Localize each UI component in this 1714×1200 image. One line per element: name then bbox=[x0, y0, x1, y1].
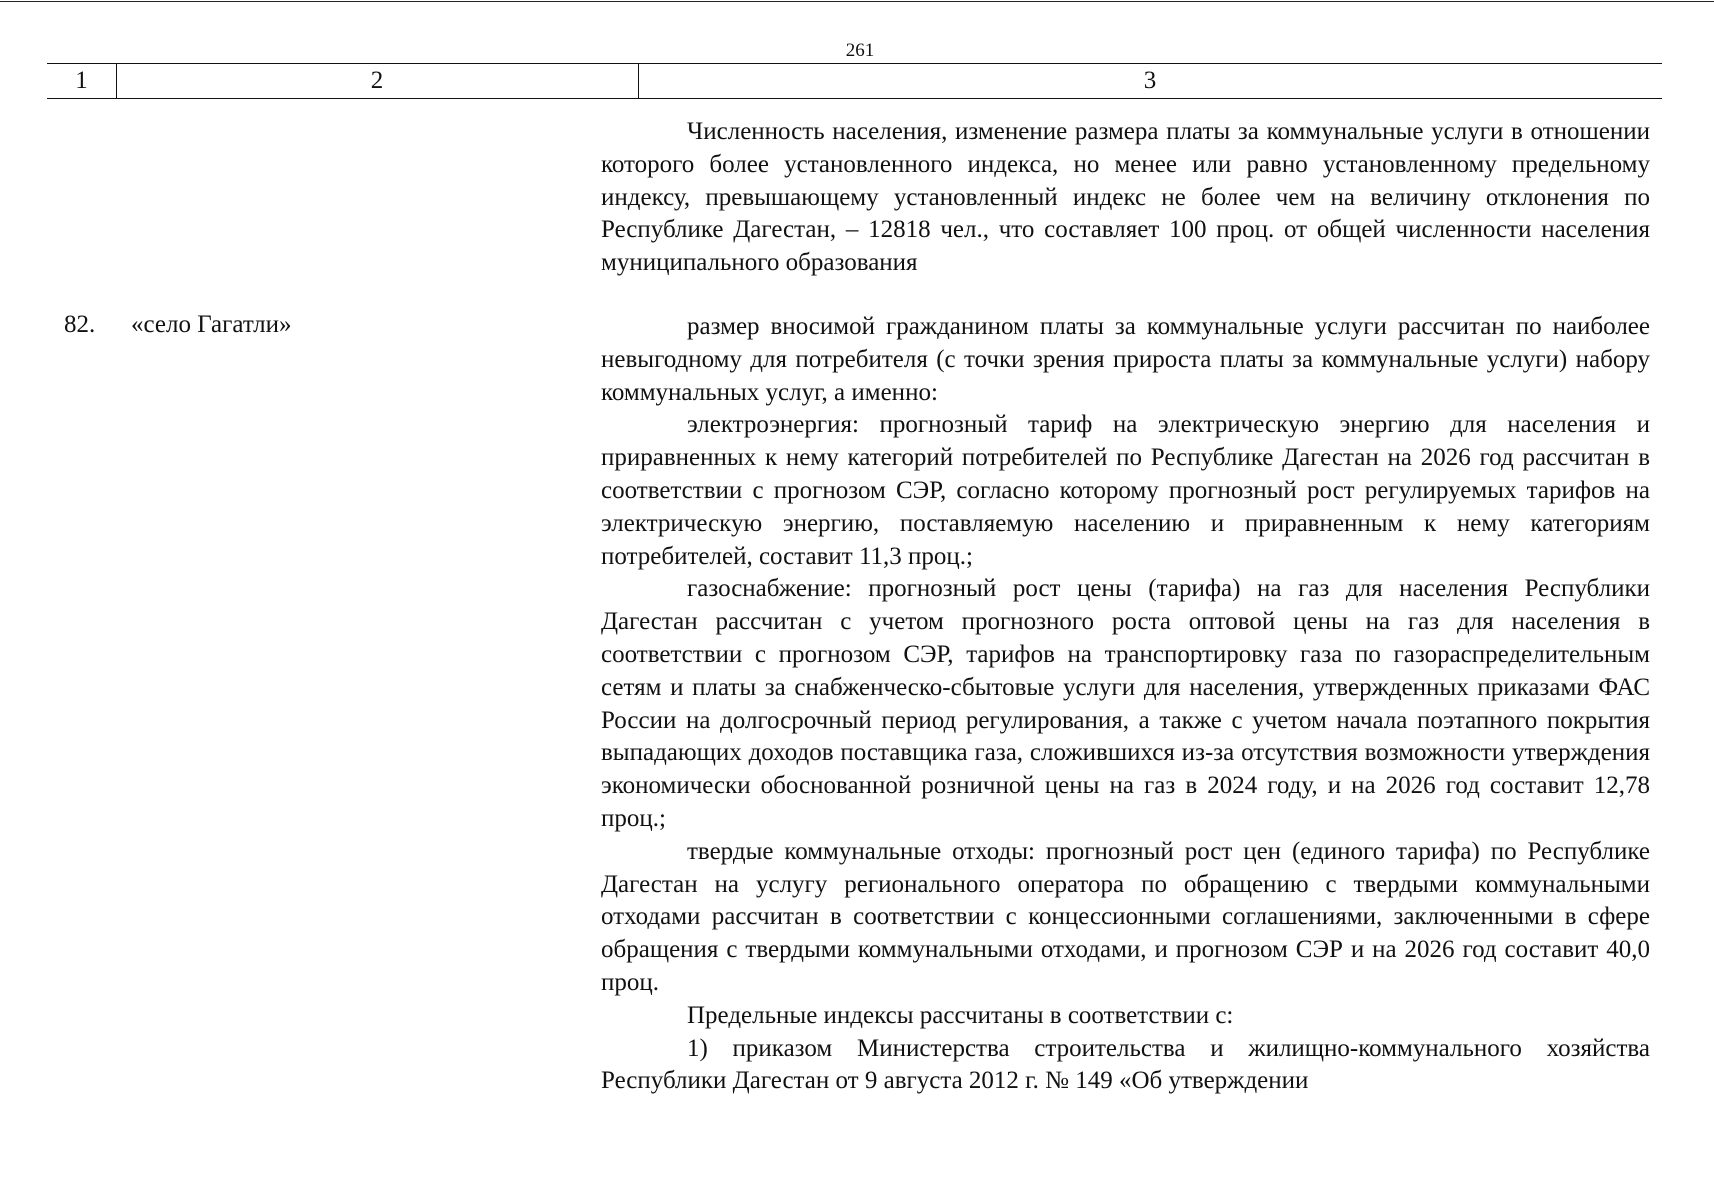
text-paragraph: 1) приказом Министерства строительства и жилищно-коммунального хозяйства Республики Дагестан от 9 августа 2012 г. № 149 «Об утверждении bbox=[601, 1034, 1650, 1095]
column-header-1: 1 bbox=[75, 67, 88, 94]
previous-row-continuation bbox=[601, 116, 1650, 280]
text-paragraph: газоснабжение: прогнозный рост цены (тарифа) на газ для населения Республики Дагестан рассчитан с учетом прогнозного роста оптовой цены на газ для населения в соответствии с прогнозом СЭР, тарифов на транспортировку газа по газораспределительным сетям и платы за снабженческо-сбытовые услуги для населения, утвержденных приказами ФАС России на долгосрочный период регулирования, а также с учетом начала поэтапного покрытия выпадающих доходов поставщика газа, сложившихся из-за отсутствия возможности утверждения экономически обоснованной розничной цены на газ в 2024 году, и на 2026 год составит 12,78 проц.; bbox=[601, 575, 1650, 832]
population-paragraph: Численность населения, изменение размера платы за коммунальные услуги в отношении которого более установленного индекса, но менее или равно установленному предельному индексу, превышающему установленный индекс не более чем на величину отклонения по Республике Дагестан, – 12818 чел., что составляет 100 проц. от общей численности населения муниципального образования bbox=[601, 118, 1650, 277]
table-column-header bbox=[47, 63, 1662, 99]
page-number: 261 bbox=[845, 40, 875, 61]
row-description bbox=[601, 311, 1650, 1098]
scan-top-edge-rule bbox=[0, 1, 1714, 2]
text-paragraph: твердые коммунальные отходы: прогнозный рост цен (единого тарифа) по Республике Дагестан на услугу регионального оператора по обращению с твердыми коммунальными отходами рассчитан в соответствии с концессионными соглашениями, заключенными в сфере обращения с твердыми коммунальными отходами, и прогнозом СЭР и на 2026 год составит 40,0 проц. bbox=[601, 837, 1650, 996]
row-number: 82. bbox=[64, 311, 96, 338]
column-header-2: 2 bbox=[370, 67, 384, 94]
text-paragraph: электроэнергия: прогнозный тариф на электрическую энергию для населения и приравненных к нему категорий потребителей по Республике Дагестан на 2026 год рассчитан в соответствии с прогнозом СЭР, согласно которому прогнозный рост регулируемых тарифов на электрическую энергию, поставляемую населению и приравненным к нему категориям потребителей, составит 11,3 проц.; bbox=[601, 411, 1650, 570]
text-paragraph: размер вносимой гражданином платы за коммунальные услуги рассчитан по наиболее невыгодному для потребителя (с точки зрения прироста платы за коммунальные услуги) набору коммунальных услуг, а именно: bbox=[601, 313, 1650, 406]
column-header-3: 3 bbox=[1143, 67, 1157, 94]
municipality-name: «село Гагатли» bbox=[131, 311, 292, 338]
text-paragraph: Предельные индексы рассчитаны в соответствии с: bbox=[687, 1001, 1234, 1029]
